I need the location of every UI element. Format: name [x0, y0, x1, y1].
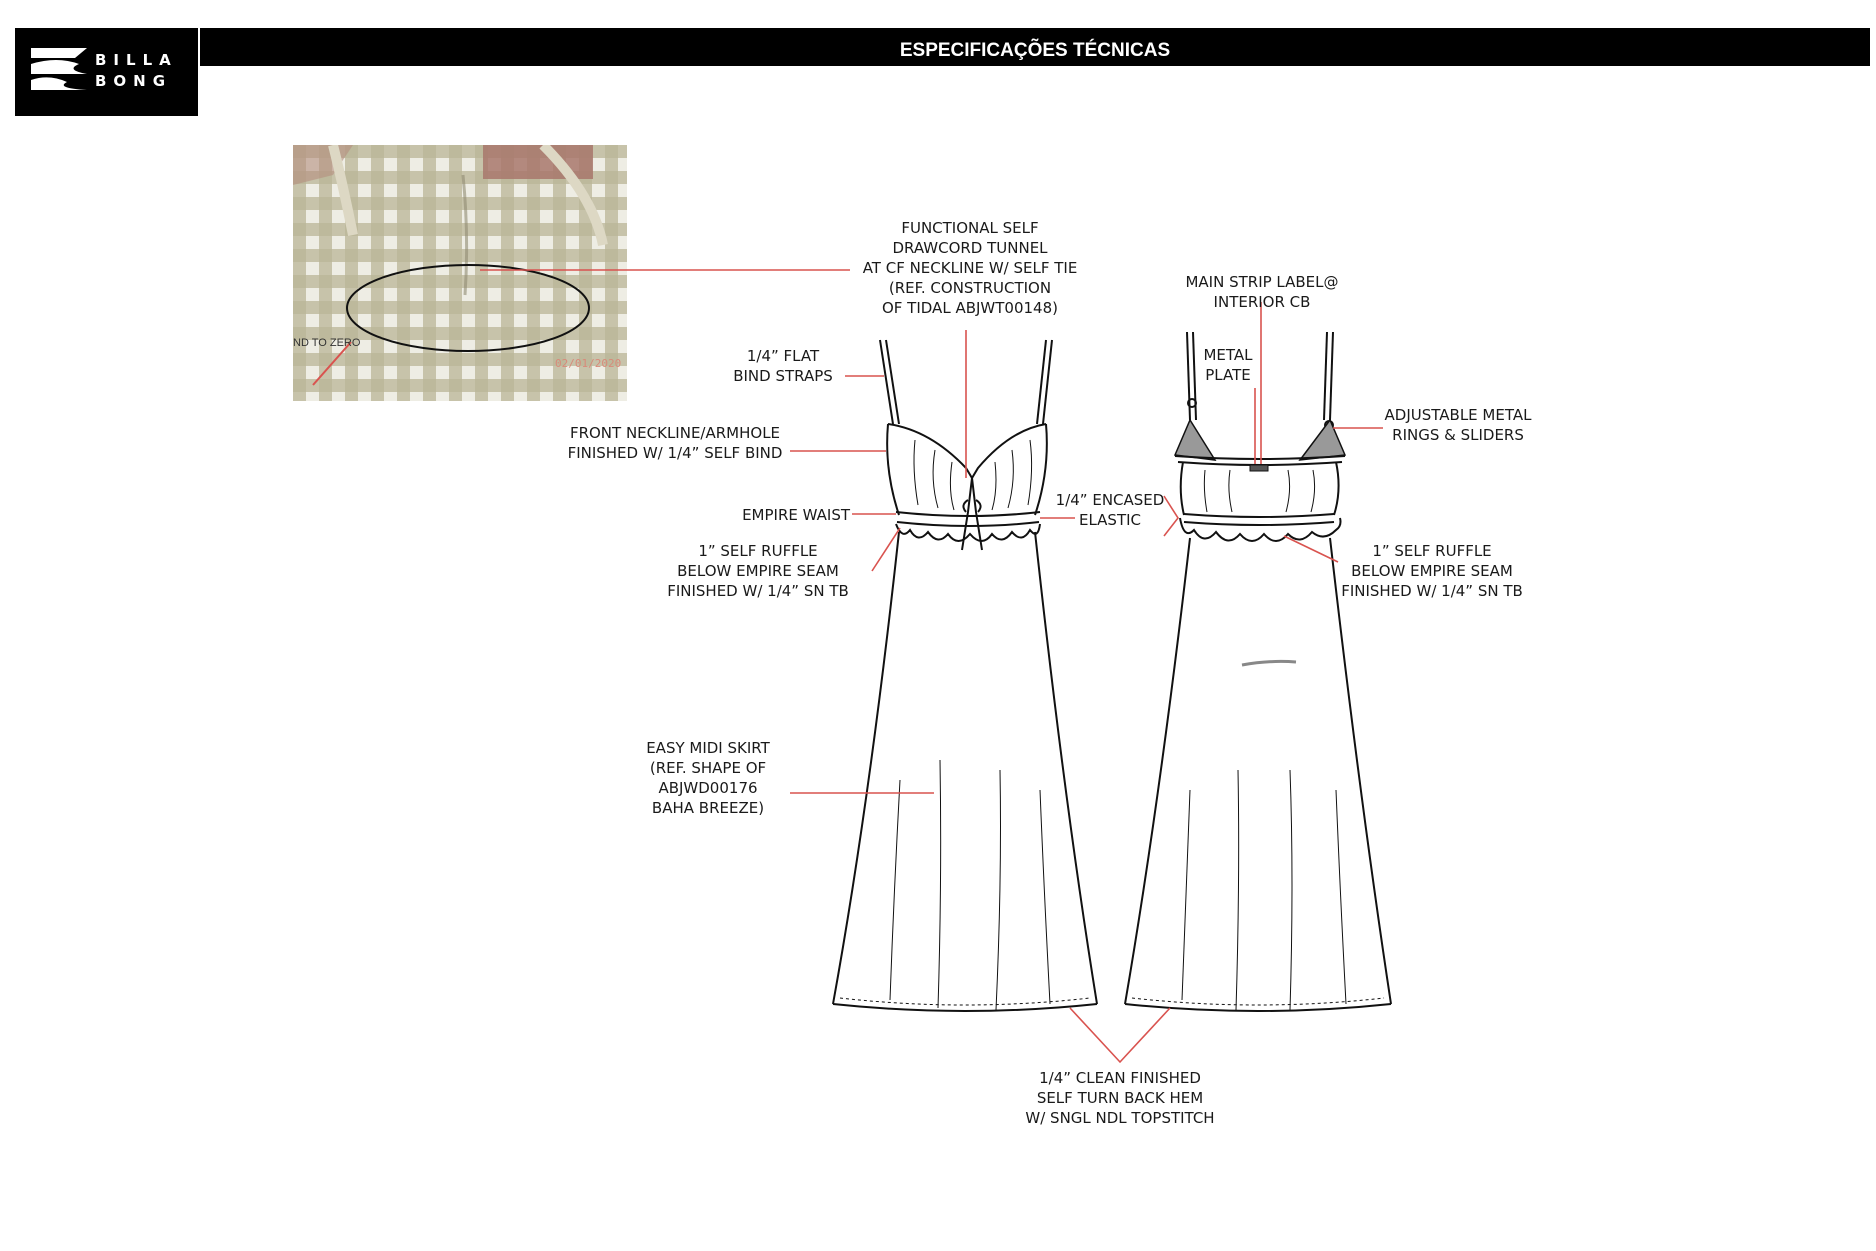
callout-back-ruffle: 1” SELF RUFFLE BELOW EMPIRE SEAM FINISHED W/ 1/4” SN TB [1341, 542, 1523, 600]
callout-hem: 1/4” CLEAN FINISHED SELF TURN BACK HEM W/ SNGL NDL TOPSTITCH [1025, 1069, 1215, 1127]
callout-main-strip-label: MAIN STRIP LABEL@ INTERIOR CB [1185, 273, 1339, 311]
callout-front-ruffle: 1” SELF RUFFLE BELOW EMPIRE SEAM FINISHED W/ 1/4” SN TB [667, 542, 849, 600]
logo-line-2: BONG [95, 72, 173, 90]
callout-metal-plate: METAL PLATE [1203, 346, 1253, 384]
callout-leaders [480, 270, 1383, 1062]
callout-encased-elastic: 1/4” ENCASED ELASTIC [1055, 491, 1165, 529]
photo-note: ND TO ZERO [293, 337, 361, 349]
callout-bind-straps: 1/4” FLAT BIND STRAPS [733, 347, 833, 385]
photo-date-stamp: 02/01/2020 [555, 357, 622, 370]
callout-rings-sliders: ADJUSTABLE METAL RINGS & SLIDERS [1384, 406, 1532, 444]
callout-neckline-armhole: FRONT NECKLINE/ARMHOLE FINISHED W/ 1/4” SELF BIND [567, 424, 783, 462]
logo-line-1: BILLA [95, 51, 178, 69]
callout-empire-waist: EMPIRE WAIST [742, 506, 850, 524]
callout-drawcord-tunnel: FUNCTIONAL SELF DRAWCORD TUNNEL AT CF NECKLINE W/ SELF TIE (REF. CONSTRUCTION OF TIDAL ABJWT00148) [862, 219, 1078, 317]
dress-back-view [1125, 332, 1391, 1011]
callout-easy-midi-skirt: EASY MIDI SKIRT (REF. SHAPE OF ABJWD00176 BAHA BREEZE) [646, 739, 770, 817]
dress-front-view [833, 340, 1097, 1011]
page-title: ESPECIFICAÇÕES TÉCNICAS [899, 40, 1171, 61]
